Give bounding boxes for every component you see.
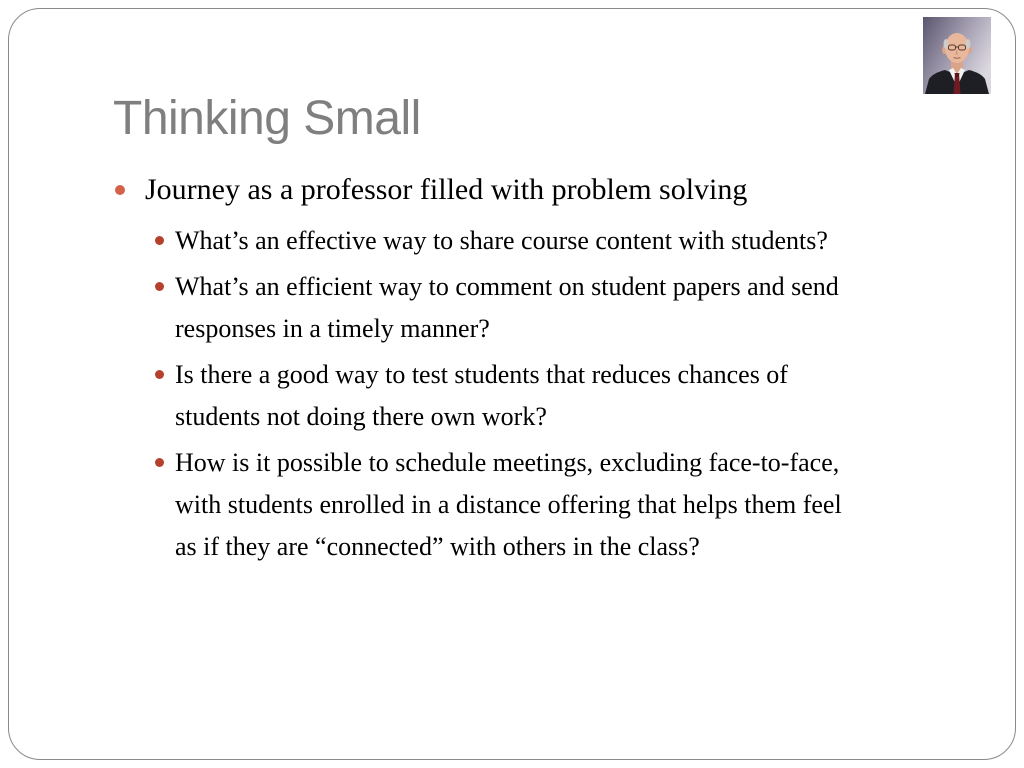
presenter-photo	[923, 17, 991, 94]
sub-bullet-dot	[155, 236, 164, 245]
sub-bullet-item	[175, 354, 788, 438]
sub-bullet-item	[175, 220, 828, 262]
sub-bullet-text: What’s an effective way to share course content with students?	[175, 226, 828, 255]
sub-bullet-dot	[155, 370, 164, 379]
bullet-text: Journey as a professor filled with problem solving	[145, 173, 748, 206]
sub-bullet-dot	[155, 458, 164, 467]
sub-bullet-text: How is it possible to schedule meetings, excluding face-to-face,	[175, 448, 840, 477]
sub-bullet-text: students not doing there own work?	[175, 402, 547, 431]
bullet-dot	[115, 185, 125, 195]
sub-bullet-item	[175, 266, 839, 350]
sub-bullet-text: responses in a timely manner?	[175, 314, 490, 343]
sub-bullet-item	[175, 442, 842, 568]
sub-bullet-text: Is there a good way to test students that reduces chances of	[175, 360, 788, 389]
slide-title: Thinking Small	[113, 92, 421, 145]
sub-bullet-text: as if they are “connected” with others in the class?	[175, 532, 700, 561]
sub-bullet-text: What’s an efficient way to comment on student papers and send	[175, 272, 839, 301]
bullet-item	[145, 169, 747, 211]
sub-bullet-text: with students enrolled in a distance offering that helps them feel	[175, 490, 842, 519]
sub-bullet-dot	[155, 282, 164, 291]
